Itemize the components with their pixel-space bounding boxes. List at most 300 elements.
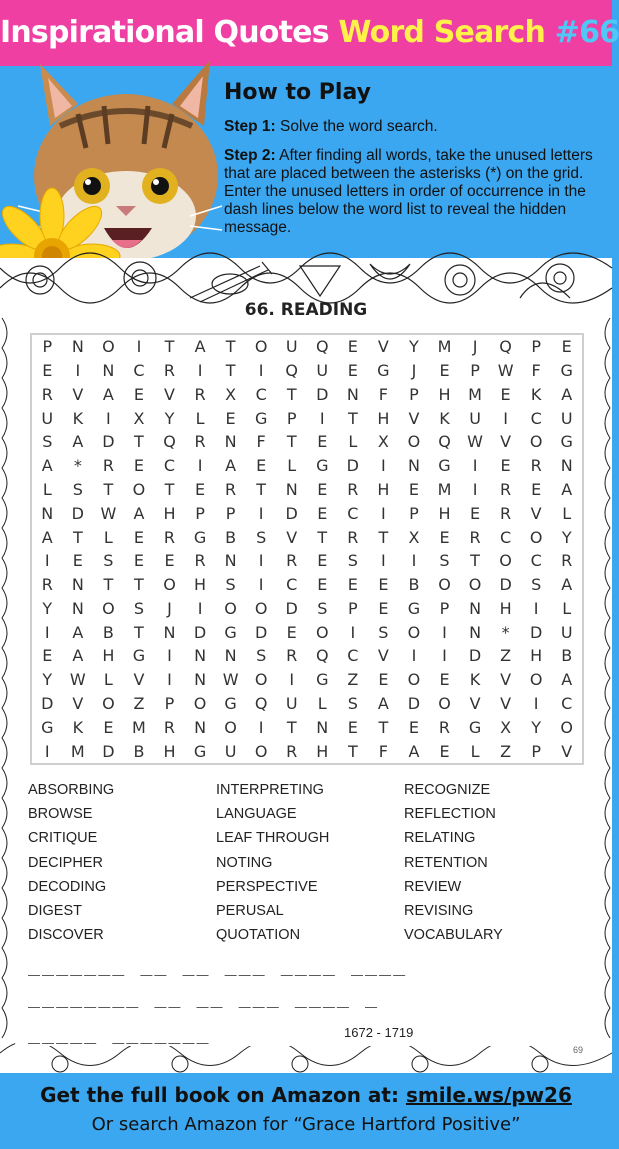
grid-cell[interactable]: R [194, 432, 206, 452]
grid-cell[interactable]: L [103, 527, 113, 547]
grid-cell[interactable]: V [72, 694, 84, 714]
grid-cell[interactable]: D [102, 432, 115, 452]
grid-cell[interactable]: T [164, 480, 175, 500]
grid-cell[interactable]: I [319, 408, 325, 428]
grid-cell[interactable]: H [499, 598, 512, 618]
grid-cell[interactable]: P [531, 741, 541, 761]
grid-cell[interactable]: X [133, 408, 145, 428]
grid-cell[interactable]: R [194, 551, 206, 571]
grid-cell[interactable]: E [439, 361, 450, 381]
grid-cell[interactable]: I [75, 361, 81, 381]
grid-cell[interactable]: C [530, 551, 542, 571]
grid-cell[interactable]: E [439, 527, 450, 547]
grid-cell[interactable]: W [100, 503, 117, 523]
grid-cell[interactable]: N [560, 456, 573, 476]
book-link[interactable]: smile.ws/pw26 [405, 1083, 572, 1107]
grid-cell[interactable]: E [347, 337, 358, 357]
grid-cell[interactable]: I [136, 337, 142, 357]
grid-cell[interactable]: E [500, 456, 511, 476]
grid-cell[interactable]: I [197, 598, 203, 618]
grid-cell[interactable]: O [560, 717, 573, 737]
grid-cell[interactable]: Q [254, 694, 268, 714]
grid-cell[interactable]: R [163, 361, 176, 381]
grid-cell[interactable]: N [224, 432, 237, 452]
grid-cell[interactable]: R [347, 480, 359, 500]
grid-cell[interactable]: D [316, 384, 329, 404]
grid-cell[interactable]: D [285, 503, 298, 523]
grid-cell[interactable]: I [106, 408, 111, 428]
grid-cell[interactable]: I [533, 598, 539, 618]
grid-cell[interactable]: L [470, 741, 480, 761]
grid-cell[interactable]: Q [438, 432, 451, 452]
grid-cell[interactable]: H [377, 480, 390, 500]
grid-cell[interactable]: H [530, 646, 543, 666]
grid-cell[interactable]: L [562, 503, 572, 523]
grid-cell[interactable]: N [163, 622, 176, 642]
grid-cell[interactable]: E [256, 456, 267, 476]
grid-cell[interactable]: E [42, 646, 53, 666]
grid-cell[interactable]: U [224, 741, 237, 761]
grid-cell[interactable]: R [286, 551, 298, 571]
grid-cell[interactable]: O [254, 670, 268, 690]
grid-cell[interactable]: C [561, 694, 573, 714]
grid-cell[interactable]: R [530, 456, 542, 476]
grid-cell[interactable]: I [503, 408, 508, 428]
grid-cell[interactable]: W [497, 361, 514, 381]
grid-cell[interactable]: M [132, 717, 146, 737]
grid-cell[interactable]: M [70, 741, 85, 761]
grid-cell[interactable]: E [500, 384, 511, 404]
grid-cell[interactable]: G [377, 361, 390, 381]
grid-cell[interactable]: H [194, 575, 207, 595]
grid-cell[interactable]: U [560, 408, 573, 428]
grid-cell[interactable]: R [41, 575, 53, 595]
grid-cell[interactable]: E [133, 527, 144, 547]
grid-cell[interactable]: R [163, 527, 176, 547]
grid-cell[interactable]: N [194, 646, 207, 666]
grid-cell[interactable]: I [381, 503, 386, 523]
grid-cell[interactable]: P [348, 598, 358, 618]
grid-cell[interactable]: T [286, 384, 297, 404]
grid-cell[interactable]: R [41, 384, 53, 404]
grid-cell[interactable]: G [41, 717, 54, 737]
grid-cell[interactable]: U [316, 361, 329, 381]
grid-cell[interactable]: A [561, 670, 573, 690]
grid-cell[interactable]: R [438, 717, 451, 737]
grid-cell[interactable]: E [42, 361, 53, 381]
grid-cell[interactable]: S [317, 598, 328, 618]
grid-cell[interactable]: N [316, 717, 329, 737]
grid-cell[interactable]: X [377, 432, 389, 452]
grid-cell[interactable]: Q [163, 432, 176, 452]
grid-cell[interactable]: U [285, 337, 298, 357]
grid-cell[interactable]: Y [42, 598, 53, 618]
grid-cell[interactable]: Y [164, 408, 175, 428]
grid-cell[interactable]: C [530, 408, 542, 428]
grid-cell[interactable]: E [225, 408, 236, 428]
grid-cell[interactable]: I [258, 575, 264, 595]
grid-cell[interactable]: B [561, 646, 573, 666]
grid-cell[interactable]: F [378, 384, 388, 404]
grid-cell[interactable]: G [193, 741, 207, 761]
grid-cell[interactable]: A [102, 384, 114, 404]
grid-cell[interactable]: O [132, 480, 146, 500]
grid-cell[interactable]: N [469, 622, 482, 642]
grid-cell[interactable]: Q [499, 337, 512, 357]
grid-cell[interactable]: H [163, 503, 176, 523]
grid-cell[interactable]: I [258, 503, 264, 523]
grid-cell[interactable]: P [409, 503, 419, 523]
grid-cell[interactable]: E [347, 575, 358, 595]
grid-cell[interactable]: H [377, 408, 390, 428]
grid-cell[interactable]: R [194, 384, 206, 404]
grid-cell[interactable]: L [103, 670, 113, 690]
grid-cell[interactable]: M [468, 384, 482, 404]
grid-cell[interactable]: S [42, 432, 53, 452]
grid-cell[interactable]: O [468, 575, 482, 595]
grid-cell[interactable]: I [442, 622, 447, 642]
grid-cell[interactable]: C [347, 503, 359, 523]
grid-cell[interactable]: Y [42, 670, 53, 690]
grid-cell[interactable]: T [470, 551, 480, 571]
grid-cell[interactable]: I [442, 646, 447, 666]
grid-cell[interactable]: O [163, 575, 176, 595]
grid-cell[interactable]: A [72, 622, 84, 642]
grid-cell[interactable]: Y [409, 337, 419, 357]
grid-cell[interactable]: I [44, 741, 50, 761]
grid-cell[interactable]: O [438, 575, 451, 595]
grid-cell[interactable]: I [258, 551, 264, 571]
grid-cell[interactable]: B [408, 575, 420, 595]
grid-cell[interactable]: B [102, 622, 114, 642]
grid-cell[interactable]: P [531, 337, 541, 357]
grid-cell[interactable]: E [194, 480, 206, 500]
grid-cell[interactable]: W [222, 670, 239, 690]
grid-cell[interactable]: E [317, 503, 328, 523]
grid-cell[interactable]: T [72, 527, 83, 547]
grid-cell[interactable]: Y [561, 527, 572, 547]
grid-cell[interactable]: A [72, 432, 84, 452]
grid-cell[interactable]: H [438, 384, 451, 404]
grid-cell[interactable]: D [407, 694, 421, 714]
grid-cell[interactable]: T [225, 361, 236, 381]
grid-cell[interactable]: P [470, 361, 480, 381]
grid-cell[interactable]: P [42, 337, 53, 357]
grid-cell[interactable]: I [289, 670, 295, 690]
grid-cell[interactable]: T [347, 741, 358, 761]
grid-cell[interactable]: V [133, 670, 145, 690]
grid-cell[interactable]: R [347, 527, 359, 547]
grid-cell[interactable]: D [193, 622, 207, 642]
grid-cell[interactable]: S [256, 527, 267, 547]
grid-cell[interactable]: T [378, 527, 389, 547]
grid-cell[interactable]: K [469, 670, 481, 690]
grid-cell[interactable]: A [561, 480, 573, 500]
grid-cell[interactable]: J [472, 337, 478, 357]
grid-cell[interactable]: N [194, 670, 207, 690]
grid-cell[interactable]: O [102, 694, 115, 714]
grid-cell[interactable]: O [407, 670, 421, 690]
grid-cell[interactable]: U [41, 408, 54, 428]
grid-cell[interactable]: S [378, 622, 389, 642]
grid-cell[interactable]: T [256, 480, 267, 500]
grid-cell[interactable]: G [560, 361, 573, 381]
grid-cell[interactable]: Z [347, 670, 359, 690]
grid-cell[interactable]: P [195, 503, 205, 523]
grid-cell[interactable]: I [258, 717, 264, 737]
grid-cell[interactable]: E [469, 503, 481, 523]
grid-cell[interactable]: N [224, 551, 237, 571]
grid-cell[interactable]: E [347, 717, 358, 737]
grid-cell[interactable]: E [408, 717, 419, 737]
grid-cell[interactable]: I [197, 456, 203, 476]
grid-cell[interactable]: Y [531, 717, 542, 737]
grid-cell[interactable]: E [286, 622, 297, 642]
grid-cell[interactable]: S [256, 646, 267, 666]
grid-cell[interactable]: R [225, 480, 237, 500]
grid-cell[interactable]: T [286, 432, 297, 452]
grid-cell[interactable]: T [103, 575, 114, 595]
grid-cell[interactable]: O [224, 598, 237, 618]
grid-cell[interactable]: D [346, 456, 359, 476]
grid-cell[interactable]: E [378, 598, 389, 618]
grid-cell[interactable]: F [531, 361, 541, 381]
grid-cell[interactable]: A [561, 384, 573, 404]
grid-cell[interactable]: O [529, 432, 543, 452]
grid-cell[interactable]: G [560, 432, 573, 452]
grid-cell[interactable]: * [73, 456, 82, 476]
grid-cell[interactable]: E [378, 575, 389, 595]
grid-cell[interactable]: N [346, 384, 359, 404]
grid-cell[interactable]: I [197, 361, 203, 381]
grid-cell[interactable]: A [377, 694, 389, 714]
grid-cell[interactable]: O [254, 337, 268, 357]
grid-cell[interactable]: Z [500, 646, 512, 666]
grid-cell[interactable]: A [72, 646, 84, 666]
grid-cell[interactable]: O [529, 670, 543, 690]
grid-cell[interactable]: T [164, 337, 175, 357]
grid-cell[interactable]: P [286, 408, 297, 428]
grid-cell[interactable]: E [317, 551, 328, 571]
grid-cell[interactable]: S [347, 551, 358, 571]
grid-cell[interactable]: Q [315, 646, 329, 666]
grid-cell[interactable]: D [499, 575, 512, 595]
grid-cell[interactable]: E [317, 480, 328, 500]
grid-cell[interactable]: D [468, 646, 482, 666]
grid-cell[interactable]: U [560, 622, 573, 642]
grid-cell[interactable]: Q [315, 337, 329, 357]
grid-cell[interactable]: O [254, 598, 268, 618]
grid-cell[interactable]: N [224, 646, 237, 666]
grid-cell[interactable]: C [255, 384, 267, 404]
grid-cell[interactable]: L [42, 480, 52, 500]
grid-cell[interactable]: D [254, 622, 268, 642]
grid-cell[interactable]: A [408, 741, 420, 761]
grid-cell[interactable]: F [256, 432, 266, 452]
grid-cell[interactable]: N [102, 361, 115, 381]
grid-cell[interactable]: E [103, 717, 114, 737]
grid-cell[interactable]: I [167, 646, 172, 666]
grid-cell[interactable]: D [71, 503, 84, 523]
grid-cell[interactable]: I [472, 480, 478, 500]
grid-cell[interactable]: T [134, 575, 144, 595]
grid-cell[interactable]: M [437, 480, 452, 500]
grid-cell[interactable]: T [286, 717, 297, 737]
grid-cell[interactable]: P [225, 503, 236, 523]
grid-cell[interactable]: S [531, 575, 542, 595]
grid-cell[interactable]: H [102, 646, 115, 666]
grid-cell[interactable]: E [317, 575, 328, 595]
grid-cell[interactable]: D [285, 598, 298, 618]
grid-cell[interactable]: Z [133, 694, 145, 714]
grid-cell[interactable]: V [286, 527, 298, 547]
grid-cell[interactable]: U [469, 408, 481, 428]
grid-cell[interactable]: L [287, 456, 297, 476]
grid-cell[interactable]: O [102, 598, 115, 618]
grid-cell[interactable]: R [102, 456, 114, 476]
grid-cell[interactable]: O [529, 527, 543, 547]
grid-cell[interactable]: S [72, 480, 83, 500]
grid-cell[interactable]: E [347, 361, 358, 381]
grid-cell[interactable]: * [501, 622, 510, 642]
grid-cell[interactable]: V [469, 694, 481, 714]
grid-cell[interactable]: S [133, 598, 145, 618]
grid-cell[interactable]: V [377, 646, 389, 666]
grid-cell[interactable]: E [72, 551, 83, 571]
grid-cell[interactable]: V [72, 384, 84, 404]
grid-cell[interactable]: Z [500, 741, 512, 761]
grid-cell[interactable]: O [193, 694, 207, 714]
grid-cell[interactable]: I [167, 670, 172, 690]
grid-cell[interactable]: V [164, 384, 175, 404]
grid-cell[interactable]: U [285, 694, 298, 714]
grid-cell[interactable]: T [347, 408, 358, 428]
grid-cell[interactable]: K [530, 384, 542, 404]
grid-cell[interactable]: I [411, 551, 417, 571]
grid-cell[interactable]: O [224, 717, 237, 737]
grid-cell[interactable]: S [347, 694, 358, 714]
grid-cell[interactable]: D [529, 622, 543, 642]
grid-cell[interactable]: E [439, 670, 450, 690]
grid-cell[interactable]: V [377, 337, 389, 357]
grid-cell[interactable]: A [194, 337, 206, 357]
grid-cell[interactable]: E [164, 551, 175, 571]
grid-cell[interactable]: K [439, 408, 450, 428]
grid-cell[interactable]: G [316, 670, 329, 690]
grid-cell[interactable]: G [438, 456, 451, 476]
grid-cell[interactable]: X [500, 717, 512, 737]
grid-cell[interactable]: A [41, 527, 53, 547]
grid-cell[interactable]: G [316, 456, 329, 476]
grid-cell[interactable]: E [408, 480, 419, 500]
grid-cell[interactable]: N [71, 337, 84, 357]
grid-cell[interactable]: T [103, 480, 114, 500]
grid-cell[interactable]: N [469, 598, 482, 618]
grid-cell[interactable]: C [500, 527, 512, 547]
grid-cell[interactable]: T [378, 717, 389, 737]
grid-cell[interactable]: O [254, 741, 268, 761]
grid-cell[interactable]: G [224, 694, 237, 714]
grid-cell[interactable]: G [132, 646, 146, 666]
grid-cell[interactable]: N [194, 717, 207, 737]
grid-cell[interactable]: D [41, 694, 54, 714]
grid-cell[interactable]: T [317, 527, 328, 547]
grid-cell[interactable]: G [468, 717, 482, 737]
grid-cell[interactable]: I [381, 456, 386, 476]
grid-cell[interactable]: C [286, 575, 298, 595]
grid-cell[interactable]: I [381, 551, 386, 571]
grid-cell[interactable]: V [561, 741, 573, 761]
grid-cell[interactable]: X [408, 527, 420, 547]
grid-cell[interactable]: C [133, 361, 145, 381]
grid-cell[interactable]: N [41, 503, 54, 523]
grid-cell[interactable]: I [258, 361, 264, 381]
grid-cell[interactable]: I [533, 694, 539, 714]
grid-cell[interactable]: A [133, 503, 145, 523]
grid-cell[interactable]: E [561, 337, 572, 357]
grid-cell[interactable]: F [378, 741, 388, 761]
grid-cell[interactable]: G [224, 622, 237, 642]
grid-cell[interactable]: G [407, 598, 421, 618]
grid-cell[interactable]: R [286, 646, 298, 666]
grid-cell[interactable]: R [286, 741, 298, 761]
grid-cell[interactable]: E [439, 741, 450, 761]
grid-cell[interactable]: R [500, 480, 512, 500]
grid-cell[interactable]: P [164, 694, 175, 714]
grid-cell[interactable]: N [71, 598, 84, 618]
grid-cell[interactable]: I [472, 456, 478, 476]
grid-cell[interactable]: C [163, 456, 176, 476]
grid-cell[interactable]: V [408, 408, 420, 428]
grid-cell[interactable]: K [72, 717, 84, 737]
grid-cell[interactable]: O [407, 622, 421, 642]
grid-cell[interactable]: A [561, 575, 573, 595]
grid-cell[interactable]: R [561, 551, 573, 571]
grid-cell[interactable]: N [285, 480, 298, 500]
grid-cell[interactable]: S [225, 575, 236, 595]
grid-cell[interactable]: J [411, 361, 417, 381]
grid-cell[interactable]: T [134, 622, 144, 642]
grid-cell[interactable]: Q [285, 361, 298, 381]
grid-cell[interactable]: E [133, 551, 144, 571]
grid-cell[interactable]: E [133, 456, 144, 476]
grid-cell[interactable]: O [102, 337, 115, 357]
grid-cell[interactable]: C [347, 646, 359, 666]
grid-cell[interactable]: R [500, 503, 512, 523]
grid-cell[interactable]: K [72, 408, 84, 428]
grid-cell[interactable]: P [439, 598, 450, 618]
grid-cell[interactable]: L [348, 432, 358, 452]
grid-cell[interactable]: B [225, 527, 237, 547]
grid-cell[interactable]: W [69, 670, 86, 690]
grid-cell[interactable]: N [71, 575, 84, 595]
grid-cell[interactable]: V [530, 503, 542, 523]
grid-cell[interactable]: A [225, 456, 237, 476]
grid-cell[interactable]: V [500, 432, 512, 452]
grid-cell[interactable]: E [317, 432, 328, 452]
grid-cell[interactable]: M [437, 337, 452, 357]
grid-cell[interactable]: O [315, 622, 329, 642]
grid-cell[interactable]: E [378, 670, 389, 690]
grid-cell[interactable]: S [439, 551, 450, 571]
grid-cell[interactable]: V [500, 670, 512, 690]
grid-cell[interactable]: V [500, 694, 512, 714]
grid-cell[interactable]: W [467, 432, 483, 452]
grid-cell[interactable]: E [133, 384, 144, 404]
grid-cell[interactable]: H [163, 741, 176, 761]
grid-cell[interactable]: D [102, 741, 115, 761]
grid-cell[interactable]: E [531, 480, 542, 500]
